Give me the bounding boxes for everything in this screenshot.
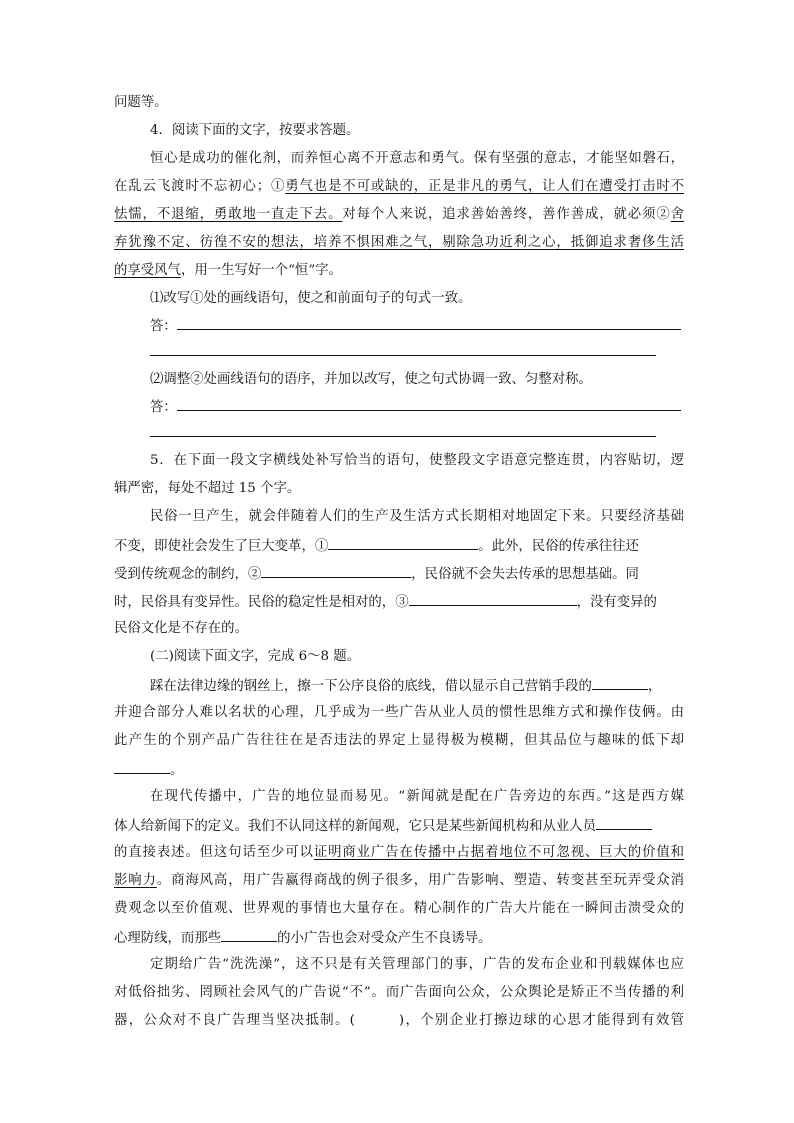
s2-p1-line-4: 。: [114, 759, 684, 781]
underlined-sentence-1: 勇气也是不可或缺的，正是非凡的勇气，让人们在遭受打击时不: [285, 179, 684, 194]
answer-line-2b[interactable]: [150, 436, 656, 437]
paragraph-end-text: 问题等。: [114, 95, 168, 110]
q4-line-4-underlined: 弃犹豫不定、彷徨不安的想法，培养不惧困难之气，剔除急功近利之心，抵御追求奢侈生活: [114, 235, 684, 250]
fill-blank-d[interactable]: [221, 927, 277, 942]
section2-title: (二)阅读下面文字，完成 6～8 题。: [150, 649, 361, 664]
s2-p2-line-5: 费观念以至价值观、世界观的事情也大量存在。精心制作的广告大片能在一瞬间击溃受众的: [114, 901, 684, 916]
fill-blank-2[interactable]: [261, 563, 411, 578]
q4-sub2: ⑵调整②处画线语句的语序，并加以改写，使之句式协调一致、匀整对称。: [150, 372, 592, 387]
answer-line-1a[interactable]: [177, 329, 681, 330]
q5-para-line-5: 民俗文化是不存在的。: [114, 621, 248, 636]
s2-p2-line-6: 心理防线，而那些 的小广告也会对受众产生不良诱导。: [114, 927, 684, 949]
q5-para-line-4: 时，民俗具有变异性。民俗的稳定性是相对的，③ ，没有变异的: [114, 591, 684, 613]
q4-title: 4．阅读下面的文字，按要求答题。: [150, 123, 360, 138]
s2-p2-line-4: 影响力。商海风高，用广告赢得商战的例子很多，用广告影响、塑造、转变甚至玩弄受众消: [114, 873, 685, 888]
s2-p2-line-3: 的直接表述。但这句话至少可以证明商业广告在传播中占据着地位不可忽视、巨大的价值和: [114, 845, 685, 860]
answer-label-1: 答：: [150, 319, 177, 334]
q5-para-line-3: 受到传统观念的制约，② ，民俗就不会失去传承的思想基础。同: [114, 563, 684, 585]
s2-p1-line-1: 踩在法律边缘的钢丝上，擦一下公序良俗的底线，借以显示自己营销手段的 ，: [150, 675, 684, 697]
q4-sub1: ⑴改写①处的画线语句，使之和前面句子的句式一致。: [150, 291, 472, 306]
s2-p1-line-2: 并迎合部分人难以名状的心理，几乎成为一些广告从业人员的惯性思维方式和操作伎俩。由: [114, 705, 684, 720]
q4-line-5: 的享受风气，用一生写好一个“恒”字。: [114, 263, 342, 278]
answer-line-2a[interactable]: [177, 410, 681, 411]
answer-label-2: 答：: [150, 400, 177, 415]
underlined-sentence-2: 舍: [670, 207, 685, 222]
answer-line-1b[interactable]: [150, 355, 656, 356]
q4-line-3: 怯懦，不退缩，勇敢地一直走下去。对每个人来说，追求善始善终，善作善成，就必须②舍: [114, 207, 685, 222]
q5-para-line-1: 民俗一旦产生，就会伴随着人们的生产及生活方式长期相对地固定下来。只要经济基础: [150, 509, 684, 524]
s2-p3-line-3: 器，公众对不良广告理当坚决抵制。( )，个别企业打擦边球的心思才能得到有效管: [114, 1013, 684, 1028]
underlined-sentence-3-end: 影响力: [114, 873, 157, 888]
q5-para-line-2: 不变，即使社会发生了巨大变革，① 。此外，民俗的传承往往还: [114, 535, 684, 557]
underlined-sentence-1-cont: 怯懦，不退缩，勇敢地一直走下去。: [114, 207, 343, 222]
s2-p2-line-2: 体人给新闻下的定义。我们不认同这样的新闻观，它只是某些新闻机构和从业人员: [114, 815, 684, 837]
fill-blank-c[interactable]: [596, 815, 652, 830]
q4-line-1: 恒心是成功的催化剂，而养恒心离不开意志和勇气。保有坚强的意志，才能坚如磐石，: [150, 151, 684, 166]
fill-blank-b[interactable]: [114, 759, 170, 774]
s2-p1-line-3: 此产生的个别产品广告往往在是否违法的界定上显得极为模糊，但其品位与趣味的低下却: [114, 733, 684, 748]
fill-blank-a[interactable]: [592, 675, 648, 690]
q5-title-line-1: 5．在下面一段文字横线处补写恰当的语句，使整段文字语意完整连贯，内容贴切，逻: [150, 453, 684, 468]
s2-p3-line-1: 定期给广告“洗洗澡”，这不只是有关管理部门的事，广告的发布企业和刊载媒体也应: [150, 957, 684, 972]
q5-title-line-2: 辑严密，每处不超过 15 个字。: [114, 481, 301, 496]
fill-blank-1[interactable]: [328, 535, 478, 550]
s2-p2-line-1: 在现代传播中，广告的地位显而易见。“新闻就是配在广告旁边的东西。”这是西方媒: [150, 789, 684, 804]
fill-blank-3[interactable]: [409, 591, 577, 606]
q4-line-2: 在乱云飞渡时不忘初心；①勇气也是不可或缺的，正是非凡的勇气，让人们在遭受打击时不: [114, 179, 684, 194]
underlined-sentence-3: 证明商业广告在传播中占据着地位不可忽视、巨大的价值和: [313, 845, 685, 860]
underlined-sentence-2-end: 的享受风气: [114, 263, 181, 278]
s2-p3-line-2: 对低俗拙劣、罔顾社会风气的广告说“不”。而广告面向公众，公众舆论是矫正不当传播的利: [114, 985, 684, 1000]
